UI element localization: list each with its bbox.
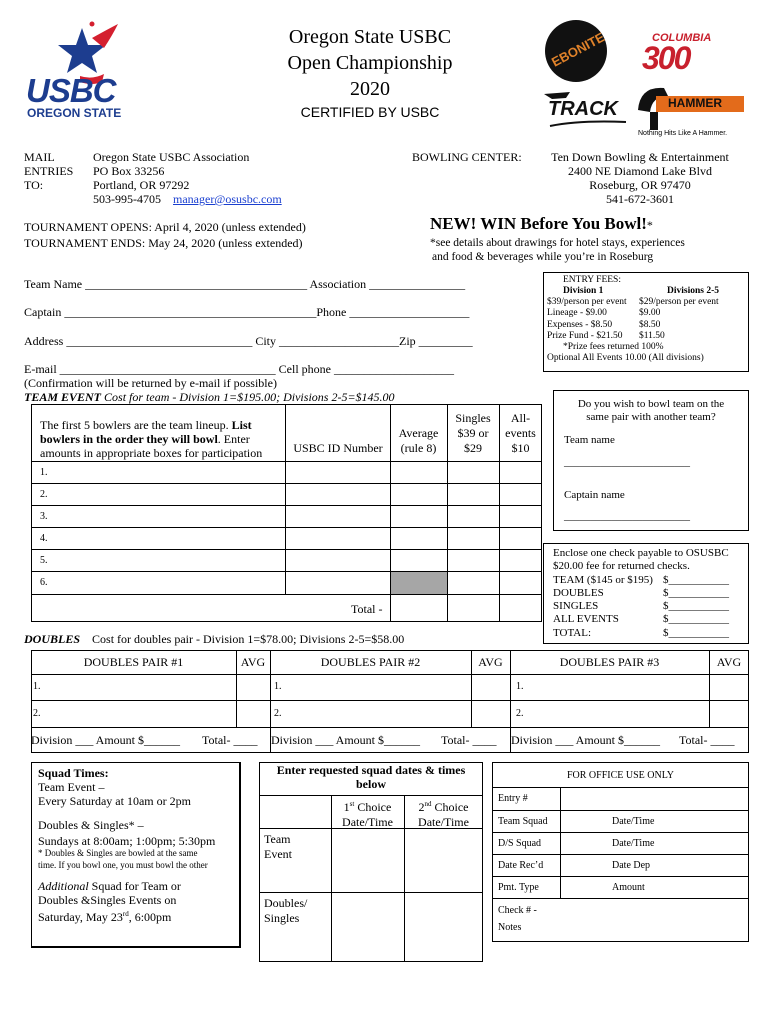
doubles-row[interactable]: 2.	[274, 708, 282, 719]
choice-text: Choice	[354, 800, 392, 814]
check-item-label: SINGLES	[553, 600, 599, 613]
promo-star: *	[646, 218, 653, 232]
choice-sup: st	[349, 800, 355, 808]
doubles-avg-2: AVG	[478, 655, 503, 669]
office-notes: Notes	[498, 922, 522, 933]
check-item-total[interactable]	[553, 627, 745, 640]
team-total-label: Total -	[351, 602, 383, 616]
squad-title: Squad Times:	[38, 766, 109, 780]
doubles-total-2[interactable]: Total- ____	[441, 733, 497, 747]
center-line-1: Ten Down Bowling & Entertainment	[551, 150, 729, 164]
fees-optional: Optional All Events 10.00 (All divisions)	[547, 353, 704, 364]
squad-additional-1	[38, 879, 215, 893]
mail-email-link[interactable]: manager@osusbc.com	[173, 192, 282, 206]
divider	[492, 810, 749, 811]
instr-bold: List	[231, 418, 252, 432]
table-row[interactable]: 4.	[40, 533, 48, 544]
choice-text: Choice	[431, 800, 469, 814]
pair-team-name-label: Team name	[564, 434, 615, 446]
request-team-event	[264, 832, 292, 862]
check-item-amount: $___________	[663, 573, 729, 586]
doubles-pair-2-header: DOUBLES PAIR #2	[320, 655, 421, 669]
doubles-row[interactable]: 1.	[274, 681, 282, 692]
check-item-amount: $___________	[663, 613, 729, 626]
check-info	[553, 547, 745, 640]
request-title-1: Enter requested squad dates & times	[276, 763, 466, 777]
doubles-division-3[interactable]: Division ___ Amount $______	[511, 733, 661, 747]
col-singles-l2: $39 or	[457, 426, 489, 440]
tournament-opens: TOURNAMENT OPENS: April 4, 2020 (unless extended)	[24, 220, 306, 234]
mail-phone: 503-995-4705	[93, 192, 161, 206]
title-line-1: Oregon State USBC	[288, 26, 452, 48]
squad-ds-when: Sundays at 8:00am; 1:00pm; 5:30pm	[38, 834, 216, 848]
mail-label-1: MAIL	[24, 150, 55, 164]
pair-q-1: Do you wish to bowl team on the	[577, 398, 725, 410]
squad-ds-note-1: * Doubles & Singles are bowled at the same	[38, 848, 198, 858]
check-item-singles[interactable]	[553, 600, 745, 613]
ebonite-logo	[545, 20, 607, 82]
office-datetime-2: Date/Time	[612, 838, 655, 849]
squad-ds: Doubles & Singles* –	[38, 818, 144, 832]
divider	[285, 404, 286, 594]
mail-line-2: PO Box 33256	[93, 164, 165, 178]
fees-cell: Prize Fund - $21.50	[547, 330, 623, 341]
table-row[interactable]: 6.	[40, 577, 48, 588]
check-item-amount: $___________	[663, 586, 729, 599]
first-choice-l1	[331, 797, 404, 815]
center-line-3: Roseburg, OR 97470	[589, 178, 691, 192]
doubles-pair-3-header: DOUBLES PAIR #3	[559, 655, 660, 669]
doubles-row[interactable]: 2.	[33, 708, 41, 719]
team-first-choice-input[interactable]	[332, 829, 404, 892]
address-field[interactable]: Address _______________________________ City ____________________Zip _________	[24, 334, 473, 348]
squad-add-text: , 6:00pm	[128, 910, 172, 924]
captain-field[interactable]: Captain __________________________________________Phone ____________________	[24, 305, 470, 319]
fees-cell: $11.50	[639, 330, 665, 341]
second-choice-l1	[404, 797, 483, 815]
fees-row	[547, 297, 747, 308]
office-amount: Amount	[612, 882, 645, 893]
doubles-cost: Cost for doubles pair - Division 1=$78.00; Divisions 2-5=$58.00	[92, 632, 405, 646]
col-all-l1: All-	[510, 411, 531, 425]
team-instructions	[40, 418, 262, 460]
request-team-l1: Team	[264, 832, 291, 846]
title-line-3: 2020	[350, 78, 390, 100]
request-title	[259, 763, 483, 791]
instr-line-1	[40, 418, 262, 432]
instr-text: . Enter	[217, 432, 250, 446]
center-line-4: 541-672-3601	[606, 192, 674, 206]
office-date-dep: Date Dep	[612, 860, 651, 871]
first-choice-l2: Date/Time	[342, 815, 393, 829]
col-average	[390, 426, 447, 456]
divider	[492, 854, 749, 855]
col-singles-l1: Singles	[455, 411, 491, 425]
hammer-tagline: Nothing Hits Like A Hammer.	[638, 130, 728, 137]
squad-additional-2: Doubles &Singles Events on	[38, 893, 177, 907]
col-singles-l3: $29	[464, 441, 482, 455]
check-item-team[interactable]	[553, 574, 745, 587]
divider	[259, 795, 483, 796]
divider	[31, 461, 542, 462]
divider	[31, 505, 542, 506]
doubles-row[interactable]: 2.	[516, 708, 524, 719]
fees-div25: Divisions 2-5	[667, 286, 719, 297]
certified-text: CERTIFIED BY USBC	[300, 104, 440, 120]
doubles-header	[24, 632, 404, 646]
email-field[interactable]: E-mail ____________________________________ Cell phone ____________________	[24, 362, 454, 376]
team-event-header	[24, 390, 395, 404]
divider	[560, 787, 561, 898]
fees-div1: Division 1	[563, 286, 604, 297]
event-title	[250, 24, 490, 102]
divider	[31, 483, 542, 484]
first-choice-header	[331, 797, 404, 830]
table-row[interactable]: 2.	[40, 489, 48, 500]
check-item-label: TOTAL:	[553, 626, 592, 639]
office-datetime-1: Date/Time	[612, 816, 655, 827]
ebonite-text: EBONITE	[548, 29, 607, 70]
squad-add-text: Squad for Team or	[88, 879, 181, 893]
divider	[31, 674, 749, 675]
shaded-cell	[391, 572, 447, 594]
hammer-logo	[634, 82, 746, 134]
check-item-label: DOUBLES	[553, 586, 604, 599]
fees-cell: $29/person per event	[639, 297, 719, 308]
mail-address	[93, 150, 282, 206]
pair-team-name-field[interactable]: ________________________	[564, 457, 690, 468]
second-choice-l2: Date/Time	[418, 815, 469, 829]
divider	[31, 594, 542, 595]
promo-headline-text: NEW! WIN Before You Bowl!	[430, 214, 647, 233]
team-pair-question	[556, 398, 746, 424]
instr-text: The first 5 bowlers are the team lineup.	[40, 418, 232, 432]
fees-note: *Prize fees returned 100%	[563, 341, 664, 352]
office-entry: Entry #	[498, 793, 528, 804]
squad-times	[38, 766, 215, 924]
bowling-center-address	[540, 150, 740, 206]
team-name-field[interactable]: Team Name _____________________________________ Association ________________	[24, 277, 466, 291]
check-item-label: ALL EVENTS	[553, 613, 619, 626]
fees-title: ENTRY FEES:	[563, 275, 621, 285]
doubles-pair-1-header: DOUBLES PAIR #1	[83, 655, 184, 669]
bowling-center-label: BOWLING CENTER:	[412, 150, 522, 164]
hammer-text: HAMMER	[668, 96, 722, 110]
instr-line-2	[40, 432, 262, 446]
instr-bold: bowlers in the order they will bowl	[40, 432, 218, 446]
doubles-division-1[interactable]: Division ___ Amount $______	[31, 733, 181, 747]
office-title: FOR OFFICE USE ONLY	[566, 770, 675, 781]
squad-add-italic: Additional	[38, 879, 89, 893]
check-item-label: TEAM ($145 or $195)	[553, 573, 653, 586]
col-singles	[447, 411, 499, 456]
fees-row	[547, 308, 747, 319]
mail-line-1: Oregon State USBC Association	[93, 150, 250, 164]
check-item-all-events[interactable]	[553, 613, 745, 626]
office-team-squad: Team Squad	[498, 816, 548, 827]
usbc-oregon-logo	[22, 18, 152, 122]
oregon-state-text: OREGON STATE	[27, 106, 122, 120]
fees-cell: Lineage - $9.00	[547, 308, 607, 319]
ds-first-choice-input[interactable]	[332, 893, 404, 961]
divider	[492, 832, 749, 833]
promo-line-1: *see details about drawings for hotel stays, experiences	[430, 237, 685, 249]
col-all-l3: $10	[511, 441, 530, 455]
squad-ds-note-2: time. If you bowl one, you must bowl the other	[38, 859, 208, 870]
squad-team-when: Every Saturday at 10am or 2pm	[38, 794, 191, 808]
entry-fees	[547, 275, 747, 364]
fees-cell: $8.50	[639, 319, 661, 330]
mail-label-3: TO:	[24, 178, 44, 192]
divider	[31, 571, 542, 572]
mail-label	[24, 150, 73, 192]
fees-cell: Expenses - $8.50	[547, 319, 613, 330]
fees-cell: $9.00	[639, 308, 661, 319]
request-ds-l1: Doubles/	[264, 896, 308, 910]
pair-captain-field[interactable]: ________________________	[564, 511, 690, 522]
col-all-l2: events	[505, 426, 536, 440]
mail-line-3: Portland, OR 97292	[93, 178, 190, 192]
mail-label-2: ENTRIES	[24, 164, 74, 178]
check-item-amount: $___________	[663, 600, 729, 613]
table-row[interactable]: 5.	[40, 555, 48, 566]
fees-row	[547, 320, 747, 331]
office-date-recd: Date Rec’d	[498, 860, 544, 871]
check-line-1: Enclose one check payable to OSUSBC	[553, 547, 729, 559]
track-logo	[540, 86, 632, 132]
pair-captain-label: Captain name	[564, 489, 625, 501]
office-check: Check # -	[498, 905, 537, 916]
doubles-row[interactable]: 1.	[516, 681, 524, 692]
team-event-cost: Cost for team - Division 1=$195.00; Divisions 2-5=$145.00	[101, 390, 395, 404]
fees-cell: $39/person per event	[547, 297, 627, 308]
check-line-2: $20.00 fee for returned checks.	[553, 560, 690, 573]
doubles-total-3[interactable]: Total- ____	[679, 733, 735, 747]
second-choice-header	[404, 797, 483, 830]
ds-second-choice-input[interactable]	[405, 893, 482, 961]
divider	[31, 727, 749, 728]
title-line-2: Open Championship	[287, 52, 453, 74]
team-event-title: TEAM EVENT	[24, 390, 102, 404]
columbia-300-logo	[632, 28, 728, 76]
doubles-avg-3: AVG	[716, 655, 742, 669]
doubles-title: DOUBLES	[24, 632, 81, 646]
track-text: TRACK	[548, 98, 618, 120]
doubles-row[interactable]: 1.	[33, 681, 41, 692]
table-row[interactable]: 1.	[40, 467, 48, 478]
pair-q-2: same pair with another team?	[586, 411, 716, 423]
squad-team-event: Team Event –	[38, 780, 105, 794]
team-second-choice-input[interactable]	[405, 829, 482, 892]
spacer	[38, 808, 215, 818]
squad-add-text: Saturday, May 23	[38, 910, 123, 924]
divider	[31, 549, 542, 550]
request-team-l2: Event	[264, 847, 292, 861]
tournament-ends: TOURNAMENT ENDS: May 24, 2020 (unless extended)	[24, 236, 303, 250]
divider	[492, 898, 749, 899]
instr-line-3: amounts in appropriate boxes for participation	[40, 446, 263, 460]
doubles-total-1[interactable]: Total- ____	[202, 733, 258, 747]
promo-line-2: and food & beverages while you’re in Roseburg	[432, 251, 654, 263]
squad-additional-3	[38, 907, 215, 924]
spacer	[38, 871, 215, 879]
check-item-doubles[interactable]	[553, 587, 745, 600]
confirmation-note: (Confirmation will be returned by e-mail if possible)	[24, 376, 277, 390]
squad-add-sup: rd	[122, 910, 129, 918]
center-line-2: 2400 NE Diamond Lake Blvd	[568, 164, 712, 178]
usbc-logo-text: USBC	[26, 72, 116, 109]
col-all-events	[499, 411, 542, 456]
request-doubles-singles	[264, 896, 307, 926]
doubles-avg-1: AVG	[240, 655, 266, 669]
office-ds-squad: D/S Squad	[498, 838, 542, 849]
divider	[31, 700, 749, 701]
choice-sup: nd	[424, 800, 432, 808]
fees-headers	[547, 286, 747, 297]
promo-headline	[430, 214, 653, 234]
choice-num: 2	[418, 800, 425, 814]
request-ds-l2: Singles	[264, 911, 300, 925]
fees-row	[547, 331, 747, 342]
request-title-2: below	[356, 777, 386, 791]
mail-line-4	[93, 192, 282, 206]
office-pmt-type: Pmt. Type	[498, 882, 539, 893]
divider	[492, 876, 749, 877]
columbia-300-text: 300	[642, 40, 690, 76]
choice-num: 1	[343, 800, 350, 814]
col-average-l2: (rule 8)	[400, 441, 437, 455]
check-item-amount: $___________	[663, 626, 729, 639]
divider	[492, 787, 749, 788]
col-usbc-id: USBC ID Number	[293, 441, 383, 455]
divider	[31, 527, 542, 528]
columbia-text: COLUMBIA	[652, 32, 712, 44]
table-row[interactable]: 3.	[40, 511, 48, 522]
doubles-division-2[interactable]: Division ___ Amount $______	[271, 733, 421, 747]
col-average-l1: Average	[398, 426, 439, 440]
